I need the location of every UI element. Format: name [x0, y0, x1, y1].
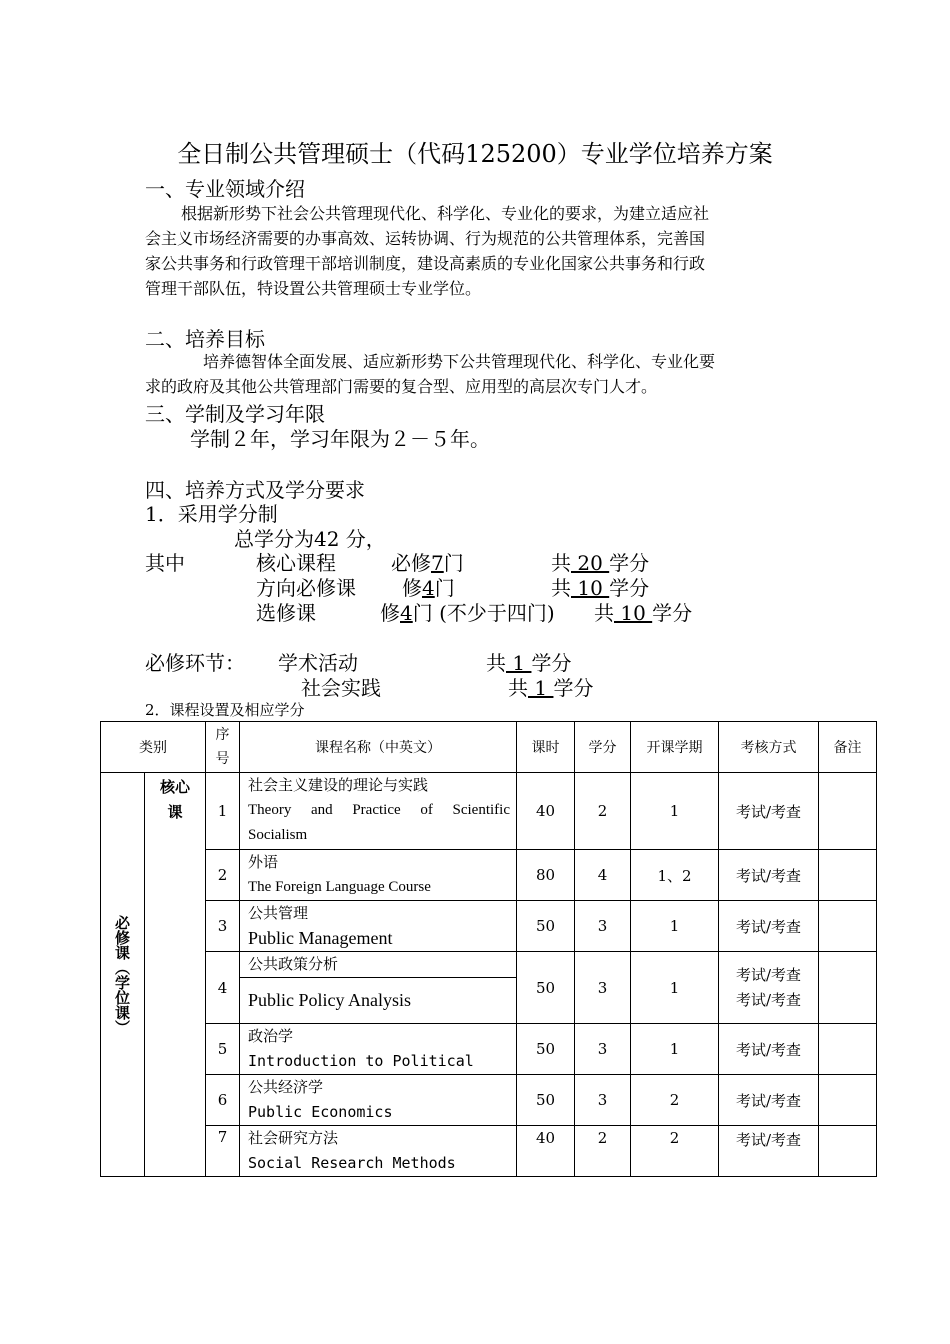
row-credits: 2: [575, 1126, 631, 1177]
course-en: Public Policy Analysis: [240, 978, 517, 1024]
row-exam: 考试/考查: [719, 1075, 819, 1126]
header-exam: 考核方式: [719, 722, 819, 773]
course-cn: 社会主义建设的理论与实践: [248, 776, 429, 794]
section4-sub1: 1．采用学分制: [145, 502, 278, 526]
row-hours: 50: [517, 952, 575, 1024]
section4-heading: 四、培养方式及学分要求: [145, 478, 365, 502]
course-name: [240, 773, 517, 850]
section4-sub2: 2．课程设置及相应学分: [145, 701, 305, 719]
row-exam: 考试/考查: [719, 1024, 819, 1075]
table-row: [101, 952, 877, 978]
row-note: [819, 952, 877, 1024]
row-credits: 3: [575, 952, 631, 1024]
row-term: 1: [631, 901, 719, 952]
row-hours: 80: [517, 850, 575, 901]
total-credits: 总学分为42 分，: [234, 527, 386, 551]
required-links-label: 必修环节：: [145, 651, 245, 675]
course-en: Public Economics: [248, 1103, 393, 1121]
credit-row-req: 必修7门: [391, 551, 464, 575]
course-name: [240, 850, 517, 901]
credit-row-credits: 共 10 学分: [551, 576, 650, 600]
course-cn: 公共管理: [248, 904, 309, 922]
link-credits: 共 1 学分: [508, 676, 594, 700]
page-title: 全日制公共管理硕士（代码125200）专业学位培养方案: [177, 140, 773, 168]
row-term: 2: [631, 1126, 719, 1177]
header-hours: 课时: [517, 722, 575, 773]
row-hours: 40: [517, 1126, 575, 1177]
header-term: 开课学期: [631, 722, 719, 773]
table-row: [101, 850, 877, 901]
row-exam: 考试/考查: [719, 773, 819, 850]
row-hours: 40: [517, 773, 575, 850]
credit-row-req: 修4门: [402, 576, 455, 600]
row-credits: 3: [575, 901, 631, 952]
header-seq: 序号: [206, 722, 240, 773]
course-name: [240, 1024, 517, 1075]
course-en: Theory and Practice of Scientific: [248, 802, 510, 818]
link-name: 学术活动: [278, 651, 358, 675]
row-term: 1、2: [631, 850, 719, 901]
table-row: [101, 1126, 877, 1177]
course-cn: 政治学: [248, 1027, 294, 1045]
row-hours: 50: [517, 1024, 575, 1075]
row-credits: 4: [575, 850, 631, 901]
header-category: 类别: [101, 722, 206, 773]
credit-row-credits: 共 10 学分: [594, 601, 693, 625]
course-name: [240, 901, 517, 952]
row-seq: 5: [206, 1024, 240, 1075]
table-header-row: [101, 722, 877, 773]
row-note: [819, 901, 877, 952]
row-term: 1: [631, 952, 719, 1024]
row-seq: 4: [206, 952, 240, 1024]
row-seq: 2: [206, 850, 240, 901]
row-hours: 50: [517, 901, 575, 952]
link-credits: 共 1 学分: [486, 651, 572, 675]
table-row: [101, 773, 877, 850]
table-row: [101, 1024, 877, 1075]
link-name: 社会实践: [301, 676, 381, 700]
section1-line: 会主义市场经济需要的办事高效、运转协调、行为规范的公共管理体系，完善国: [145, 229, 706, 248]
course-cn: 外语: [248, 853, 279, 871]
course-name: [240, 1075, 517, 1126]
sub-label: 核心课: [159, 778, 190, 821]
row-exam: 考试/考查 考试/考查: [719, 952, 819, 1024]
credit-row-credits: 共 20 学分: [551, 551, 650, 575]
row-exam: 考试/考查: [719, 901, 819, 952]
header-name: 课程名称（中英文）: [240, 722, 517, 773]
group-label: 必修课（学位课）: [113, 914, 131, 1035]
course-en: Public Management: [248, 928, 393, 948]
credit-row-name: 方向必修课: [256, 576, 356, 600]
credit-row-name: 核心课程: [256, 551, 336, 575]
row-term: 2: [631, 1075, 719, 1126]
section2-line: 培养德智体全面发展、适应新形势下公共管理现代化、科学化、专业化要: [203, 352, 716, 371]
row-seq: 7: [206, 1126, 240, 1177]
section1-line: 根据新形势下社会公共管理现代化、科学化、专业化的要求，为建立适应社: [181, 204, 710, 223]
course-cn: 社会研究方法: [248, 1129, 339, 1147]
section2-heading: 二、培养目标: [145, 327, 265, 351]
row-exam: 考试/考查: [719, 1126, 819, 1177]
row-hours: 50: [517, 1075, 575, 1126]
course-name: [240, 1126, 517, 1177]
section3-heading: 三、学制及学习年限: [145, 402, 325, 426]
row-note: [819, 850, 877, 901]
credit-row-req: 修4门 (不少于四门): [380, 601, 555, 625]
row-exam: 考试/考查: [719, 850, 819, 901]
course-en: The Foreign Language Course: [248, 879, 431, 895]
row-seq: 1: [206, 773, 240, 850]
section2-line: 求的政府及其他公共管理部门需要的复合型、应用型的高层次专门人才。: [145, 377, 658, 396]
credit-row-name: 选修课: [256, 601, 316, 625]
table-row: [101, 1075, 877, 1126]
row-seq: 6: [206, 1075, 240, 1126]
course-en: Introduction to Political: [248, 1052, 474, 1070]
section1-line: 家公共事务和行政管理干部培训制度，建设高素质的专业化国家公共事务和行政: [145, 254, 706, 273]
row-credits: 2: [575, 773, 631, 850]
qizhong-label: 其中: [145, 551, 185, 575]
course-cn: 公共经济学: [248, 1078, 324, 1096]
course-cn: 公共政策分析: [240, 952, 517, 978]
row-note: [819, 1024, 877, 1075]
row-credits: 3: [575, 1075, 631, 1126]
section3-text: 学制２年，学习年限为２－５年。: [190, 427, 490, 451]
table-row: [101, 901, 877, 952]
course-en: Socialism: [248, 827, 308, 843]
row-credits: 3: [575, 1024, 631, 1075]
section2-body: [145, 349, 807, 399]
header-note: 备注: [819, 722, 877, 773]
section1-heading: 一、专业领域介绍: [145, 177, 305, 201]
course-table: [100, 721, 877, 1177]
section1-body: [145, 201, 807, 301]
row-note: [819, 773, 877, 850]
row-note: [819, 1075, 877, 1126]
row-term: 1: [631, 773, 719, 850]
section1-line: 管理干部队伍，特设置公共管理硕士专业学位。: [145, 279, 482, 298]
row-seq: 3: [206, 901, 240, 952]
row-note: [819, 1126, 877, 1177]
row-term: 1: [631, 1024, 719, 1075]
group-label-cell: [101, 773, 145, 1177]
header-credits: 学分: [575, 722, 631, 773]
course-en: Social Research Methods: [248, 1154, 456, 1172]
sub-label-cell: [145, 773, 206, 1177]
